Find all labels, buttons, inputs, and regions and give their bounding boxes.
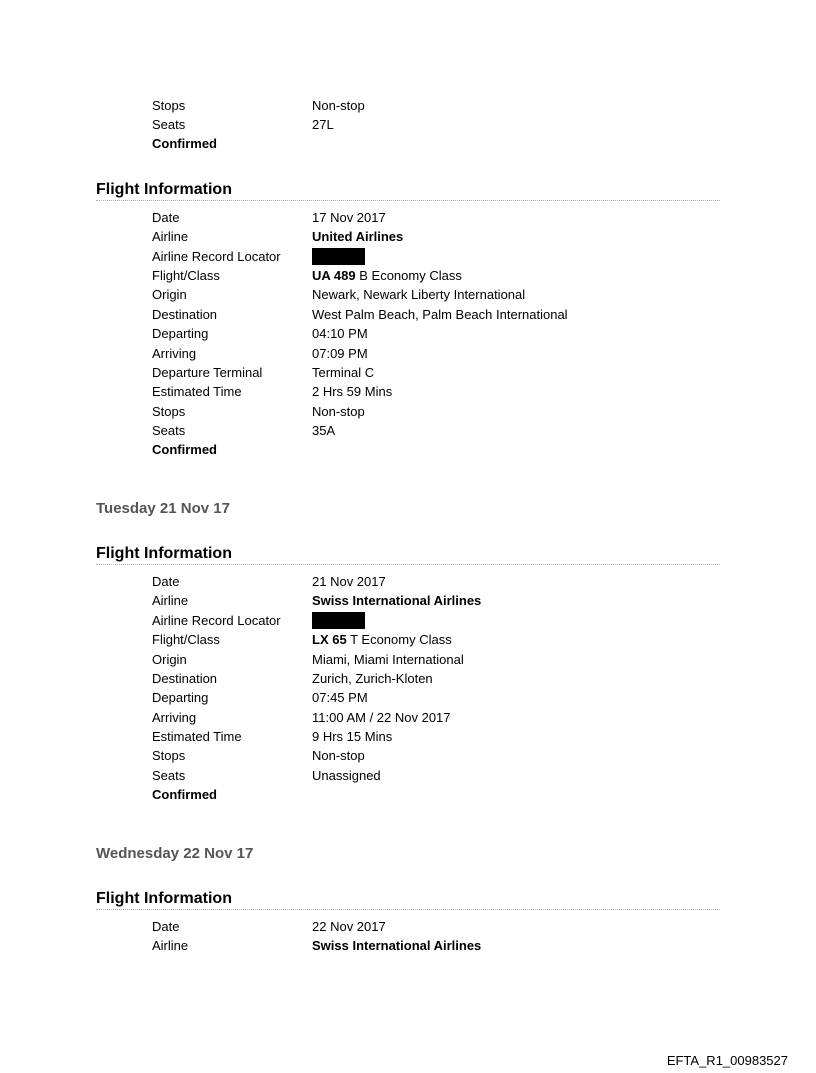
seats-label: Seats <box>152 423 186 438</box>
airline-row <box>152 936 712 955</box>
estimated-time-row <box>152 727 712 746</box>
document-id: EFTA_R1_00983527 <box>666 1053 788 1068</box>
departure-terminal-value: Terminal C <box>312 365 375 380</box>
stops-row <box>152 746 712 765</box>
day-header: Tuesday 21 Nov 17 <box>96 500 230 517</box>
stops-row <box>152 402 712 421</box>
date-label: Date <box>152 210 180 225</box>
arriving-row <box>152 344 712 363</box>
destination-label: Destination <box>152 307 218 322</box>
flight-number: UA 489 <box>312 268 356 283</box>
flight-class-value <box>312 266 462 285</box>
record-locator-label: Airline Record Locator <box>152 613 281 628</box>
record-locator-row <box>152 611 712 630</box>
flight-information-title: Flight Information <box>96 180 720 201</box>
airline-value: Swiss International Airlines <box>312 593 482 608</box>
estimated-time-value: 9 Hrs 15 Mins <box>312 729 393 744</box>
flight-class-value <box>312 630 452 649</box>
origin-label: Origin <box>152 287 187 302</box>
confirmed-status: Confirmed <box>152 787 217 802</box>
stops-row <box>152 96 712 115</box>
estimated-time-label: Estimated Time <box>152 729 242 744</box>
arriving-value: 07:09 PM <box>312 346 368 361</box>
stops-value: Non-stop <box>312 748 365 763</box>
destination-row <box>152 305 712 324</box>
airline-label: Airline <box>152 593 189 608</box>
date-row <box>152 208 712 227</box>
origin-row <box>152 650 712 669</box>
estimated-time-value: 2 Hrs 59 Mins <box>312 384 393 399</box>
airline-row <box>152 227 712 246</box>
redaction-box <box>312 612 365 629</box>
date-label: Date <box>152 919 180 934</box>
record-locator-label: Airline Record Locator <box>152 249 281 264</box>
destination-value: Zurich, Zurich-Kloten <box>312 671 433 686</box>
seats-row <box>152 421 712 440</box>
departing-row <box>152 688 712 707</box>
departure-terminal-label: Departure Terminal <box>152 365 263 380</box>
flight-information-title: Flight Information <box>96 889 720 910</box>
departing-value: 04:10 PM <box>312 326 368 341</box>
stops-value: Non-stop <box>312 404 365 419</box>
destination-label: Destination <box>152 671 218 686</box>
departing-row <box>152 324 712 343</box>
date-row <box>152 917 712 936</box>
departing-value: 07:45 PM <box>312 690 368 705</box>
arriving-label: Arriving <box>152 710 197 725</box>
airline-label: Airline <box>152 938 189 953</box>
date-value: 22 Nov 2017 <box>312 919 386 934</box>
origin-value: Newark, Newark Liberty International <box>312 287 526 302</box>
seats-label: Seats <box>152 768 186 783</box>
seats-row <box>152 115 712 134</box>
flight-class-row <box>152 630 712 649</box>
flight-class-label: Flight/Class <box>152 632 220 647</box>
airline-value: Swiss International Airlines <box>312 938 482 953</box>
departing-label: Departing <box>152 690 209 705</box>
airline-label: Airline <box>152 229 189 244</box>
seats-row <box>152 766 712 785</box>
redaction-box <box>312 248 365 265</box>
airline-row <box>152 591 712 610</box>
airline-value: United Airlines <box>312 229 404 244</box>
flight-class-row <box>152 266 712 285</box>
seats-value: Unassigned <box>312 768 381 783</box>
confirmed-status: Confirmed <box>152 442 217 457</box>
arriving-label: Arriving <box>152 346 197 361</box>
flight-number: LX 65 <box>312 632 347 647</box>
departure-terminal-row <box>152 363 712 382</box>
record-locator-value <box>312 247 365 266</box>
date-label: Date <box>152 574 180 589</box>
stops-label: Stops <box>152 98 186 113</box>
origin-row <box>152 285 712 304</box>
day-header: Wednesday 22 Nov 17 <box>96 845 254 862</box>
estimated-time-label: Estimated Time <box>152 384 242 399</box>
stops-label: Stops <box>152 404 186 419</box>
origin-label: Origin <box>152 652 187 667</box>
destination-value: West Palm Beach, Palm Beach International <box>312 307 568 322</box>
confirmed-status: Confirmed <box>152 136 217 151</box>
estimated-time-row <box>152 382 712 401</box>
fare-class: B Economy Class <box>359 268 462 283</box>
record-locator-value <box>312 611 365 630</box>
date-row <box>152 572 712 591</box>
flight-class-label: Flight/Class <box>152 268 220 283</box>
flight-information-title: Flight Information <box>96 544 720 565</box>
destination-row <box>152 669 712 688</box>
arriving-value: 11:00 AM / 22 Nov 2017 <box>312 710 451 725</box>
departing-label: Departing <box>152 326 209 341</box>
seats-label: Seats <box>152 117 186 132</box>
stops-value: Non-stop <box>312 98 365 113</box>
record-locator-row <box>152 247 712 266</box>
arriving-row <box>152 708 712 727</box>
stops-label: Stops <box>152 748 186 763</box>
date-value: 21 Nov 2017 <box>312 574 386 589</box>
seats-value: 35A <box>312 423 336 438</box>
fare-class: T Economy Class <box>350 632 452 647</box>
origin-value: Miami, Miami International <box>312 652 464 667</box>
date-value: 17 Nov 2017 <box>312 210 386 225</box>
seats-value: 27L <box>312 117 334 132</box>
